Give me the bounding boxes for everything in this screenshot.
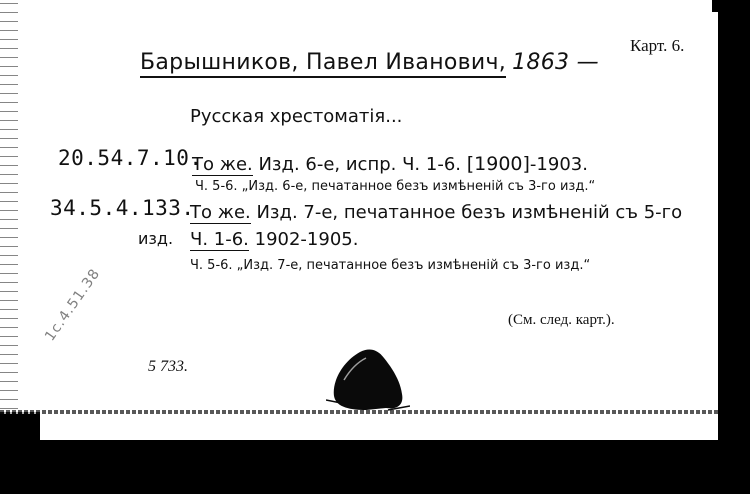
see-next-card: (См. след. карт.). xyxy=(508,312,615,328)
scan-border-bottom xyxy=(38,440,750,494)
entry-2-note: Ч. 5-6. „Изд. 7-е, печатанное безъ измѣненій съ 3-го изд.“ xyxy=(190,258,591,273)
shelf-mark-1: 20.54.7.10. xyxy=(58,146,203,170)
entry-2-years: 1902-1905. xyxy=(248,229,359,250)
entry-2-cont-line xyxy=(190,229,358,250)
shelf-mark-2: 34.5.4.133. xyxy=(50,196,195,220)
author-name: Барышников, Павел Иванович, xyxy=(140,50,506,78)
entry-1-bracket-year: [1900] xyxy=(466,153,530,175)
book-title: Русская хрестоматія... xyxy=(190,106,403,127)
scan-border-right xyxy=(718,8,750,440)
card-number: Карт. 6. xyxy=(630,36,685,55)
entry-2-same: То же. xyxy=(190,202,251,223)
entry-1-same: То же. xyxy=(192,154,253,175)
author-heading xyxy=(140,50,599,75)
card-left-edge xyxy=(0,0,18,410)
entry-1-line xyxy=(192,153,588,175)
entry-2-text: Изд. 7-е, печатанное безъ измѣненій съ 5-го xyxy=(250,202,683,223)
entry-1-note: Ч. 5-6. „Изд. 6-е, печатанное безъ измѣненій съ 3-го изд.“ xyxy=(195,179,596,194)
stamp-text: 1с.4.51.38 xyxy=(42,265,104,345)
entry-2-parts: Ч. 1-6. xyxy=(190,229,249,250)
ink-blot-icon xyxy=(326,344,410,414)
entry-2-line xyxy=(190,202,682,223)
entry-1-text: Изд. 6-е, испр. Ч. 1-6. xyxy=(252,154,461,175)
faded-stamp xyxy=(40,255,150,345)
entry-1-end: -1903. xyxy=(529,154,588,175)
scan-border-bottom-left xyxy=(0,412,40,494)
entry-2-cont-label: изд. xyxy=(138,229,174,248)
inventory-code: 5 733. xyxy=(148,358,188,375)
author-birth-year: 1863 — xyxy=(512,50,599,75)
